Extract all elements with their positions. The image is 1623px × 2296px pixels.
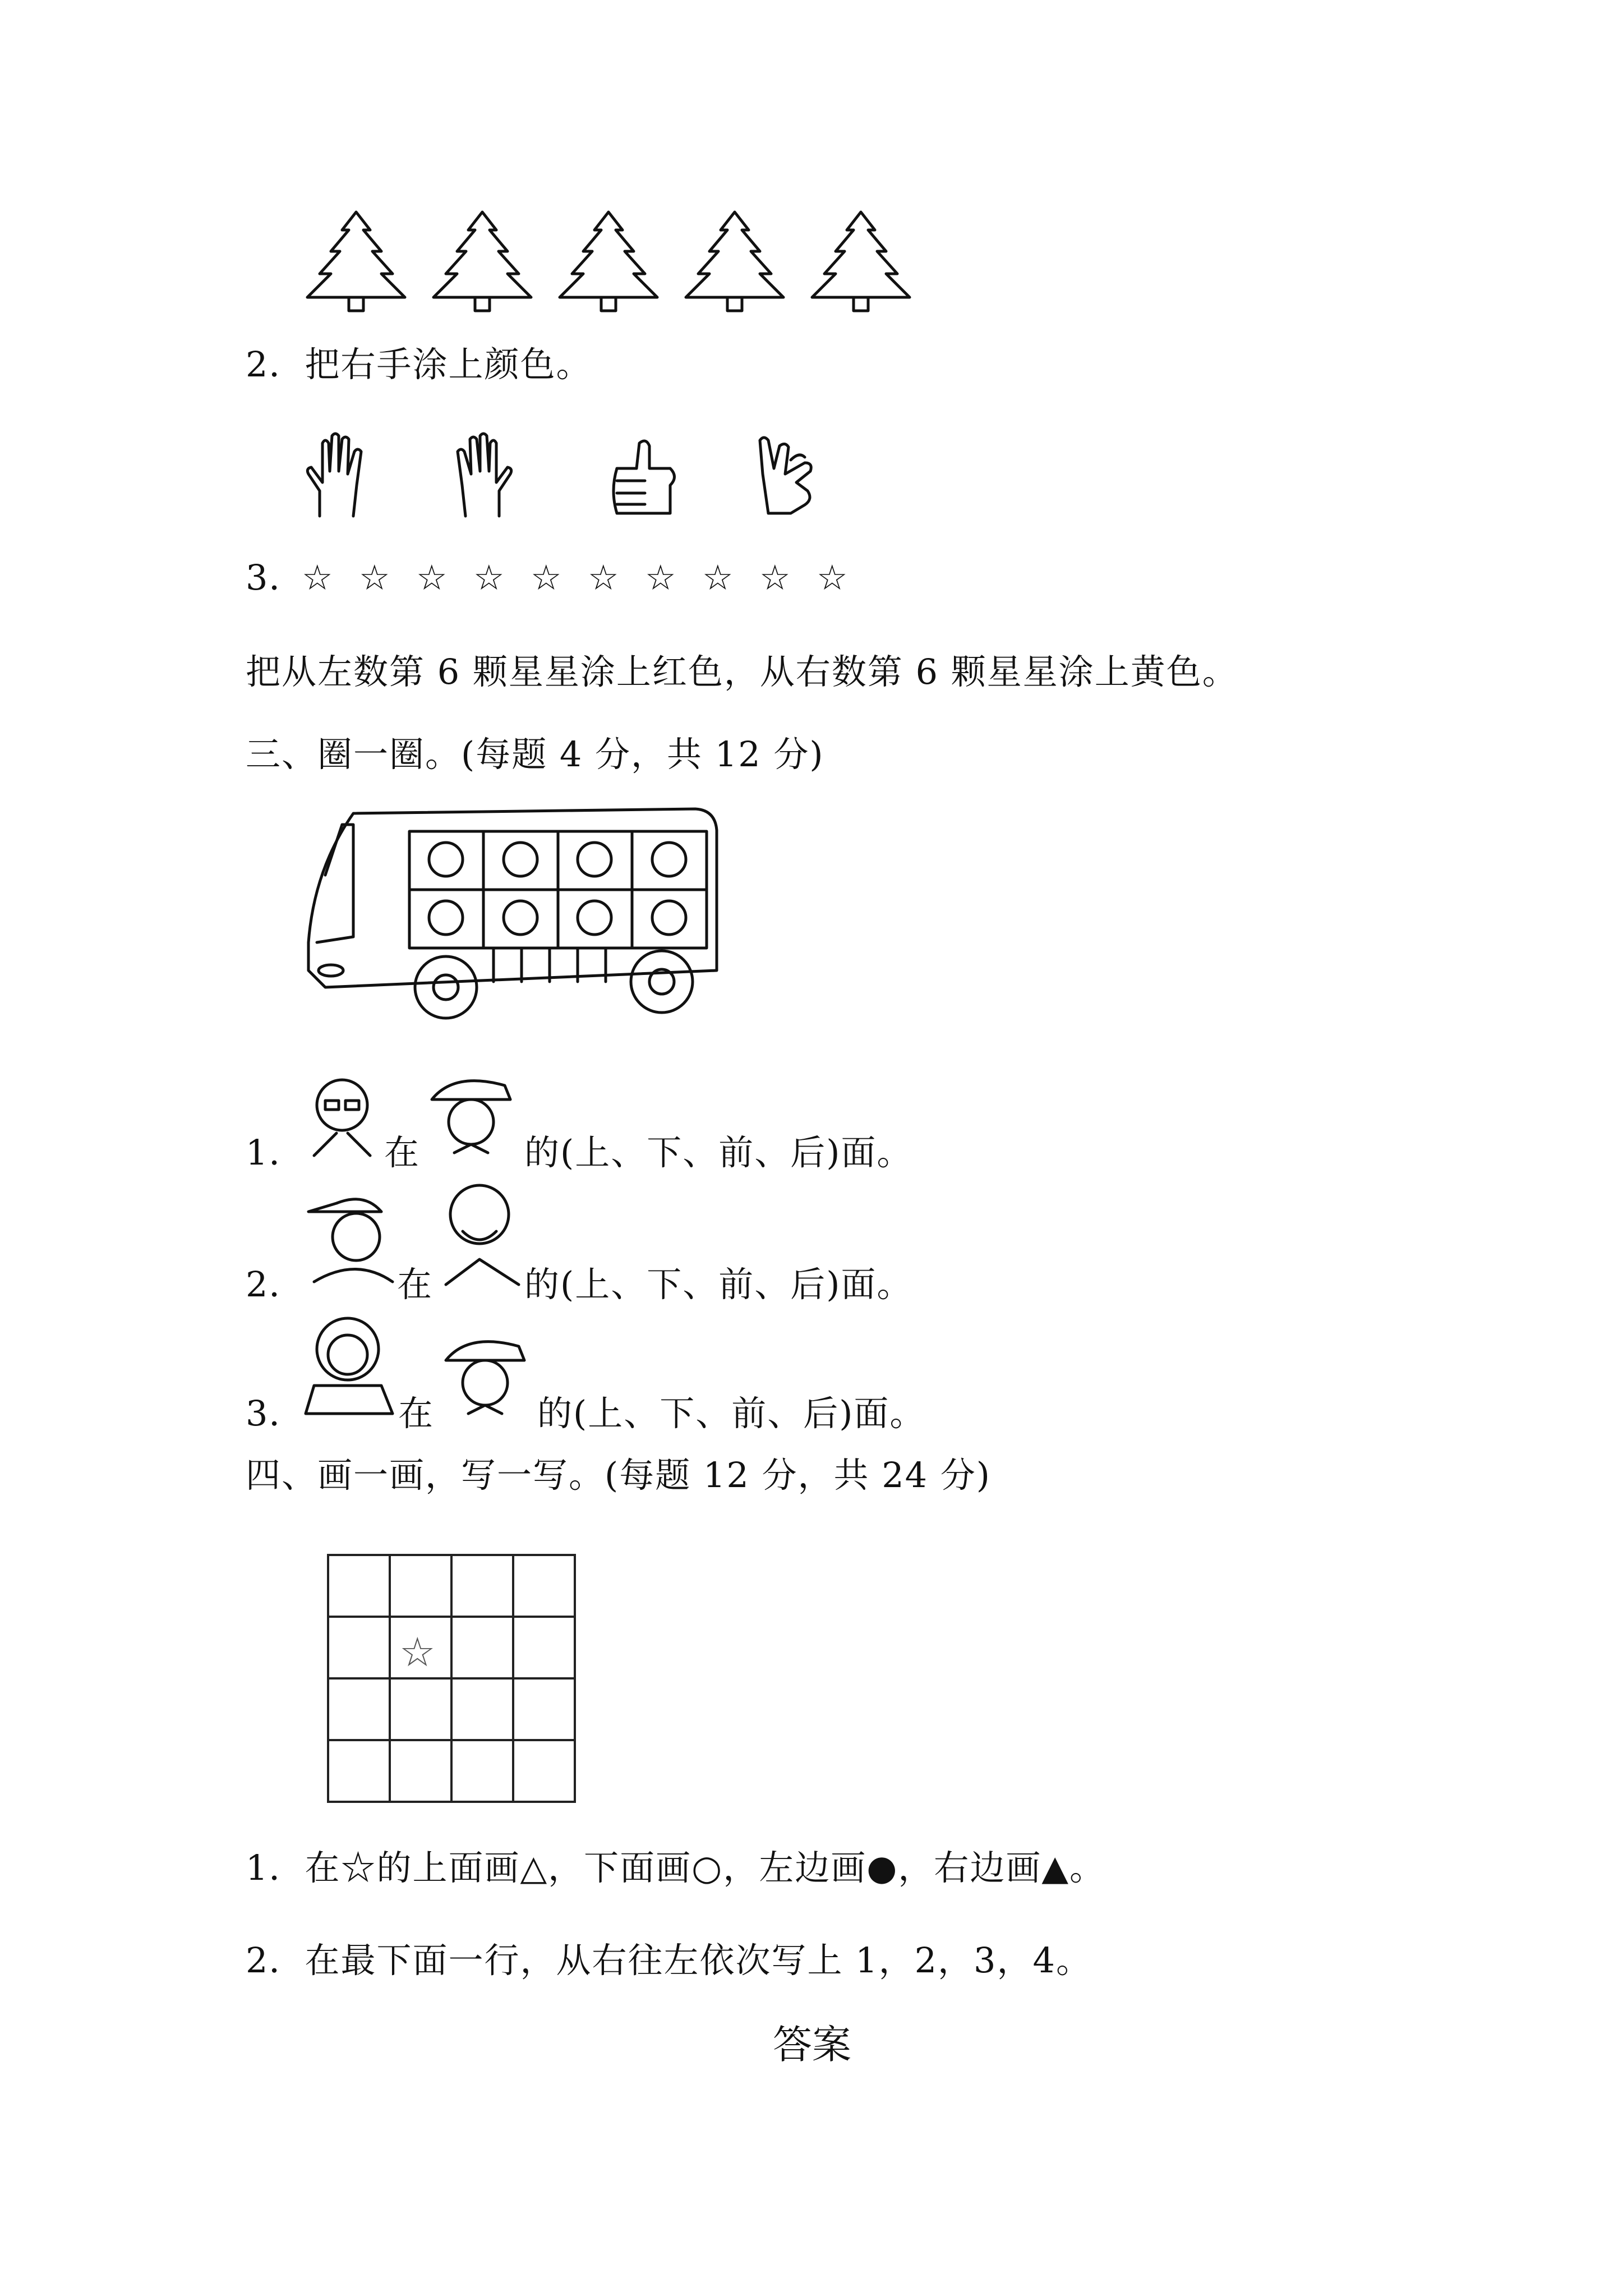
star-1: ☆ bbox=[302, 557, 334, 598]
q3-number: 3． bbox=[246, 1393, 305, 1434]
boy-cap-icon bbox=[303, 1189, 398, 1285]
open-hand-icon bbox=[303, 429, 376, 519]
bus-illustration bbox=[303, 802, 729, 1038]
q3-options: 的(上、下、前、后)面。 bbox=[537, 1393, 926, 1434]
boy-cap-icon bbox=[421, 1069, 522, 1158]
tree-icon bbox=[429, 208, 536, 314]
star-7: ☆ bbox=[645, 557, 677, 598]
boy-cap-icon bbox=[435, 1329, 536, 1419]
grid-star: ☆ bbox=[399, 1628, 436, 1676]
item-2-text: 2．把右手涂上颜色。 bbox=[246, 344, 592, 385]
person-glasses-icon bbox=[303, 1071, 387, 1161]
section-4-q1: 1．在☆的上面画△，下面画○，左边画●，右边画▲。 bbox=[246, 1847, 1106, 1888]
thumbs-up-icon bbox=[606, 435, 684, 524]
star-3: ☆ bbox=[416, 557, 449, 598]
section-4-q2: 2．在最下面一行，从右往左依次写上 1，2，3，4。 bbox=[246, 1940, 1092, 1981]
star-10: ☆ bbox=[817, 557, 849, 598]
old-man-icon bbox=[435, 1175, 524, 1287]
tree-icon bbox=[555, 208, 662, 314]
item-3-instruction: 把从左数第 6 颗星星涂上红色，从右数第 6 颗星星涂上黄色。 bbox=[246, 651, 1238, 692]
q2-number: 2． bbox=[246, 1264, 305, 1305]
open-hand-icon bbox=[443, 429, 516, 519]
item-3-number: 3． bbox=[246, 557, 305, 598]
star-6: ☆ bbox=[588, 557, 620, 598]
q1-number: 1． bbox=[246, 1132, 305, 1173]
tree-icon bbox=[681, 208, 788, 314]
q1-connector: 在 bbox=[384, 1132, 421, 1173]
star-4: ☆ bbox=[473, 557, 506, 598]
star-2: ☆ bbox=[359, 557, 391, 598]
curly-hair-person-icon bbox=[303, 1307, 404, 1419]
q2-options: 的(上、下、前、后)面。 bbox=[524, 1264, 913, 1305]
tree-icon bbox=[303, 208, 409, 314]
q2-connector: 在 bbox=[397, 1264, 434, 1305]
star-5: ☆ bbox=[531, 557, 563, 598]
drawing-grid bbox=[327, 1554, 579, 1806]
item-3-star-row bbox=[246, 555, 874, 600]
tree-icon bbox=[808, 208, 914, 314]
star-9: ☆ bbox=[759, 557, 792, 598]
q3-connector: 在 bbox=[398, 1393, 435, 1434]
victory-hand-icon bbox=[751, 429, 824, 519]
answer-title: 答案 bbox=[773, 2022, 851, 2068]
section-4-heading: 四、画一画，写一写。(每题 12 分，共 24 分) bbox=[246, 1455, 991, 1496]
tree-row bbox=[303, 208, 925, 320]
q1-options: 的(上、下、前、后)面。 bbox=[524, 1132, 913, 1173]
star-8: ☆ bbox=[702, 557, 735, 598]
section-3-heading: 三、圈一圈。(每题 4 分，共 12 分) bbox=[246, 734, 824, 775]
